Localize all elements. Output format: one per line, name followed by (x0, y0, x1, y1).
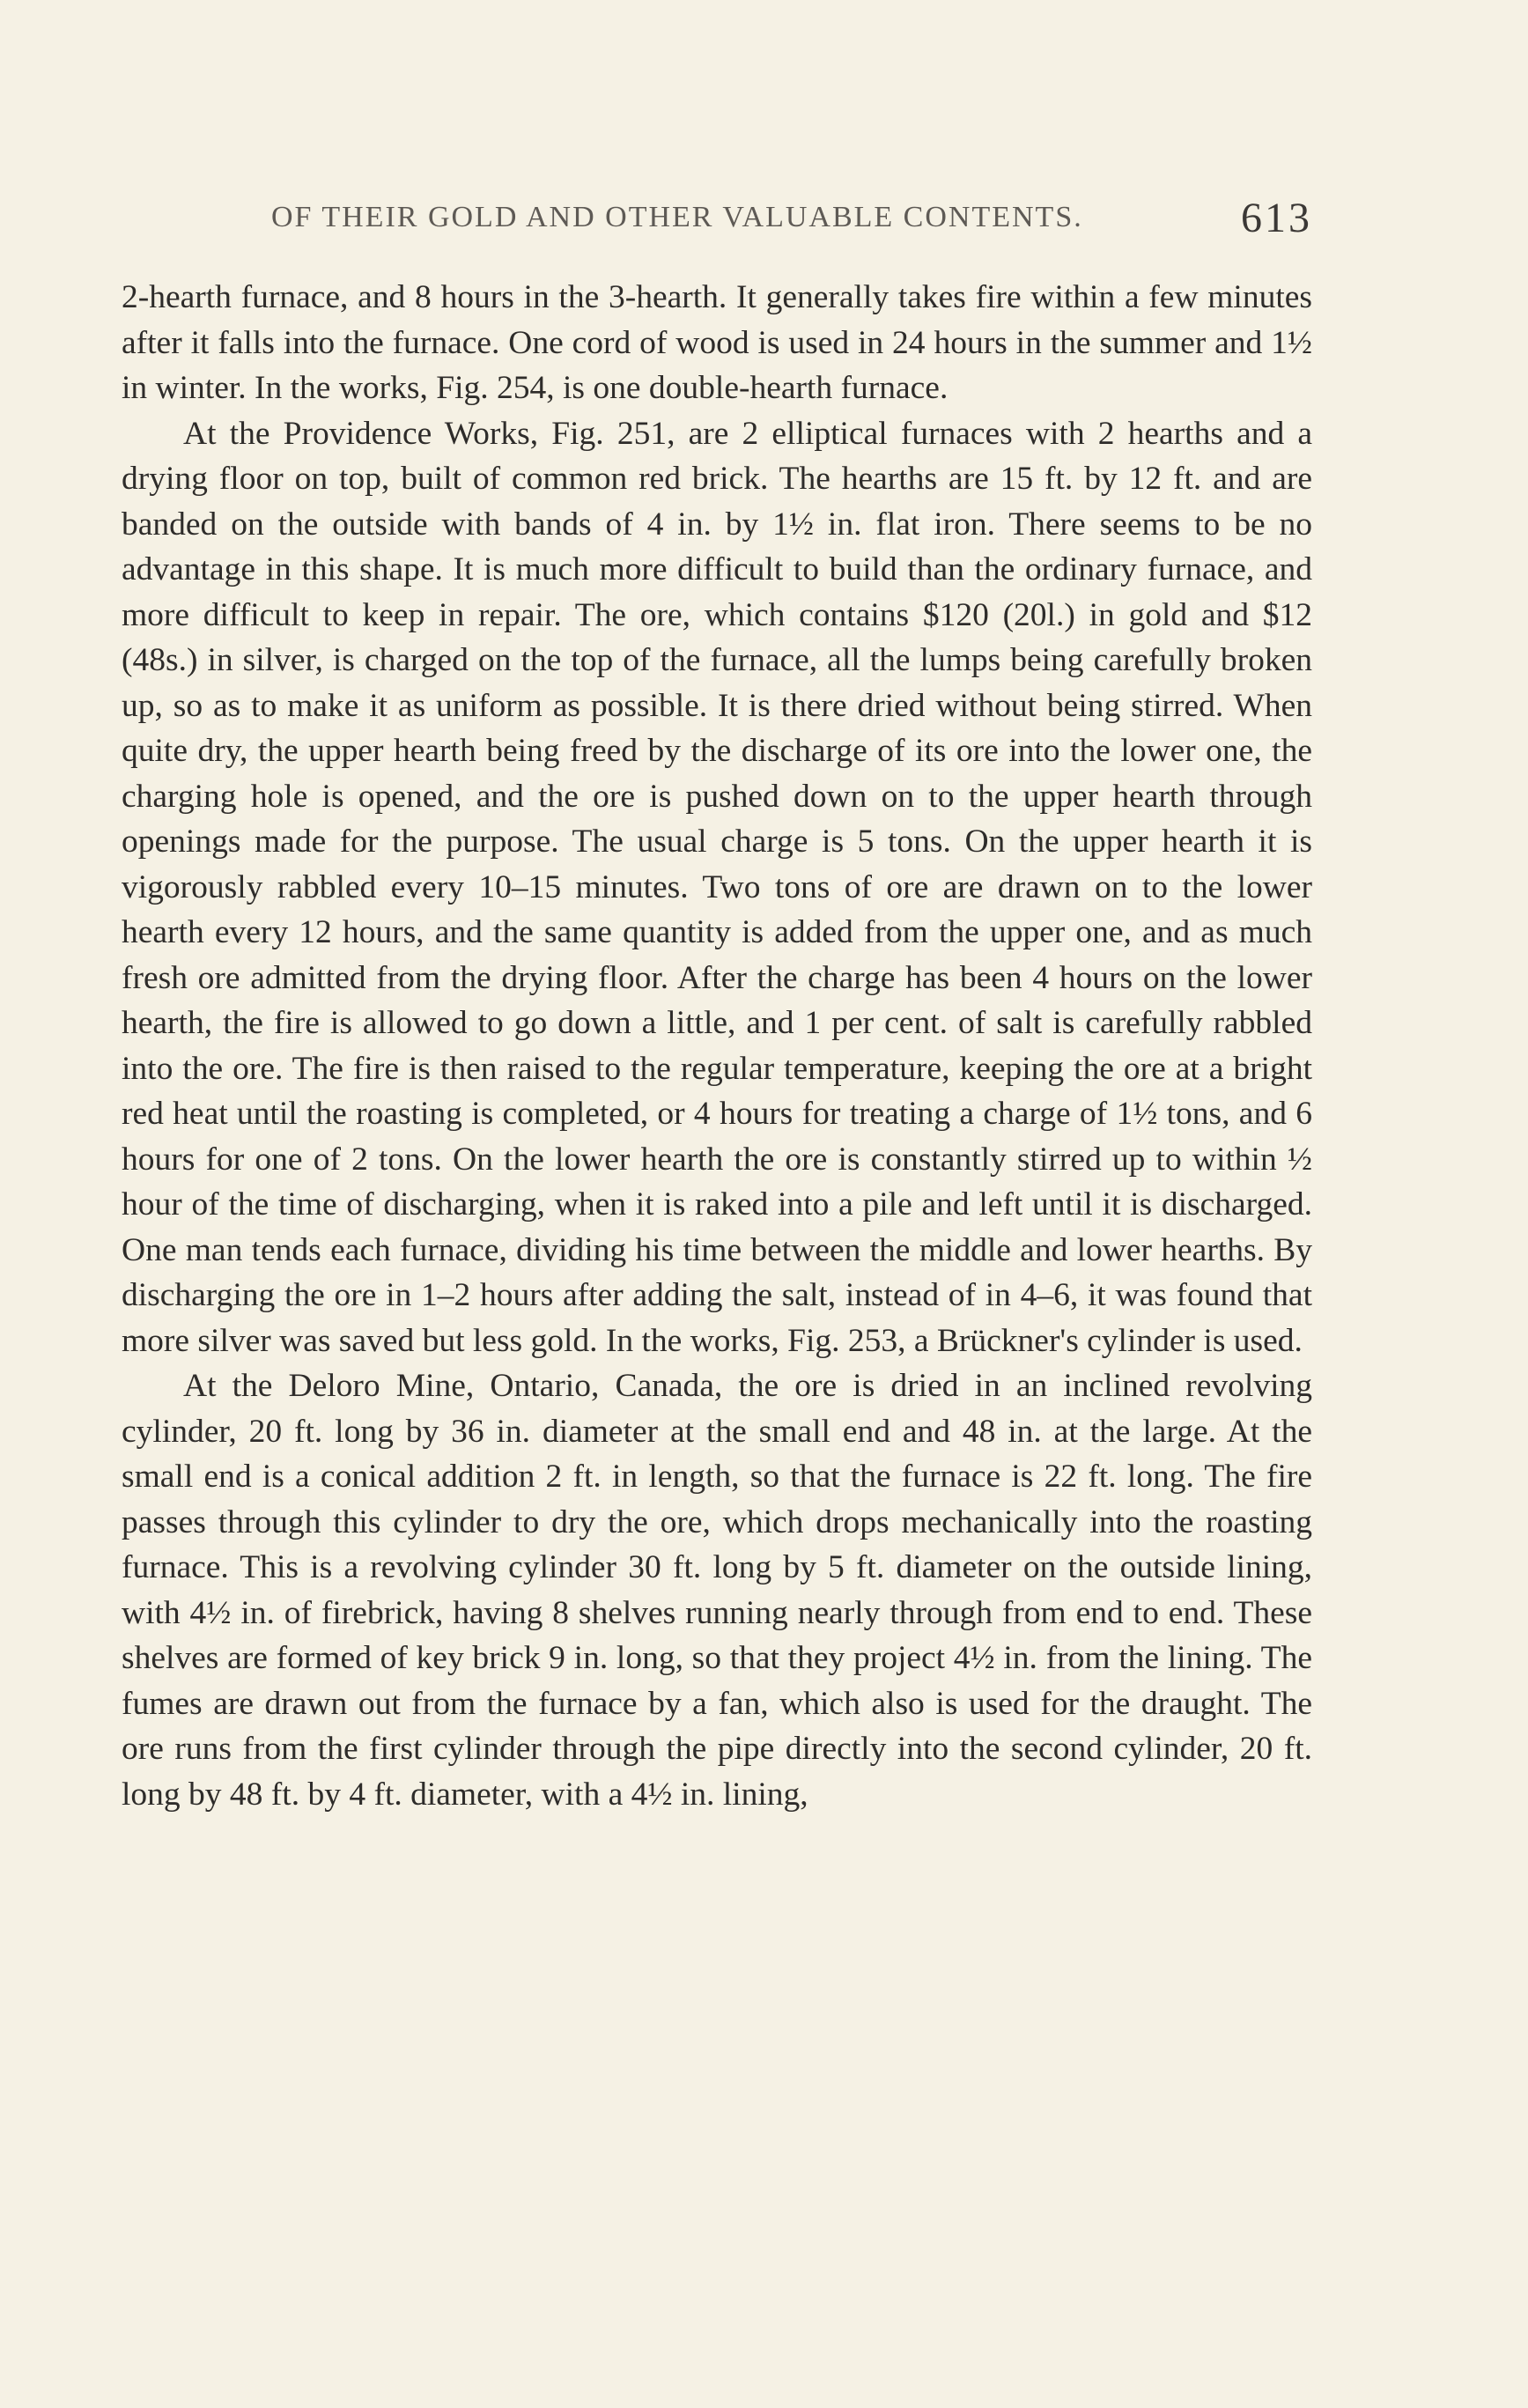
paragraph-2: At the Providence Works, Fig. 251, are 2 elliptical furnaces with 2 hearths and a drying floor on top, built of common red brick. The hearths are 15 ft. by 12 ft. and are banded on the outside with bands of 4 in. by 1½ in. flat iron. There seems to be no advantage in this shape. It is much more difficult to build than the ordinary furnace, and more difficult to keep in repair. The ore, which contains $120 (20l.) in gold and $12 (48s.) in silver, is charged on the top of the furnace, all the lumps being carefully broken up, so as to make it as uniform as possible. It is there dried without being stirred. When quite dry, the upper hearth being freed by the discharge of its ore into the lower one, the charging hole is opened, and the ore is pushed down on to the upper hearth through openings made for the purpose. The usual charge is 5 tons. On the upper hearth it is vigorously rabbled every 10–15 minutes. Two tons of ore are drawn on to the lower hearth every 12 hours, and the same quantity is added from the upper one, and as much fresh ore admitted from the drying floor. After the charge has been 4 hours on the lower hearth, the fire is allowed to go down a little, and 1 per cent. of salt is carefully rabbled into the ore. The fire is then raised to the regular temperature, keeping the ore at a bright red heat until the roasting is completed, or 4 hours for treating a charge of 1½ tons, and 6 hours for one of 2 tons. On the lower hearth the ore is constantly stirred up to within ½ hour of the time of discharging, when it is raked into a pile and left until it is discharged. One man tends each furnace, dividing his time between the middle and lower hearths. By discharging the ore in 1–2 hours after adding the salt, instead of in 4–6, it was found that more silver was saved but less gold. In the works, Fig. 253, a Brückner's cylinder is used. (122, 415, 1312, 1359)
page-number: 613 (1241, 195, 1312, 241)
paragraph-1: 2-hearth furnace, and 8 hours in the 3-hearth. It generally takes fire within a few minutes after it falls into the furnace. One cord of wood is used in 24 hours in the summer and 1½ in winter. In the works, Fig. 254, is one double-hearth furnace. (122, 279, 1312, 406)
running-title: OF THEIR GOLD AND OTHER VALUABLE CONTENTS. (271, 201, 1083, 233)
paragraph-3: At the Deloro Mine, Ontario, Canada, the ore is dried in an inclined revolving cylinder, 20 ft. long by 36 in. diameter at the small end and 48 in. at the large. At the small end is a conical addition 2 ft. in length, so that the furnace is 22 ft. long. The fire passes through this cylinder to dry the ore, which drops mechanically into the roasting furnace. This is a revolving cylinder 30 ft. long by 5 ft. diameter on the outside lining, with 4½ in. of firebrick, having 8 shelves running nearly through from end to end. These shelves are formed of key brick 9 in. long, so that they project 4½ in. from the lining. The fumes are drawn out from the furnace by a fan, which also is used for the draught. The ore runs from the first cylinder through the pipe directly into the second cylinder, 20 ft. long by 48 ft. by 4 ft. diameter, with a 4½ in. lining, (122, 1368, 1312, 1813)
body-text (122, 275, 1312, 1817)
running-header (123, 196, 1312, 248)
